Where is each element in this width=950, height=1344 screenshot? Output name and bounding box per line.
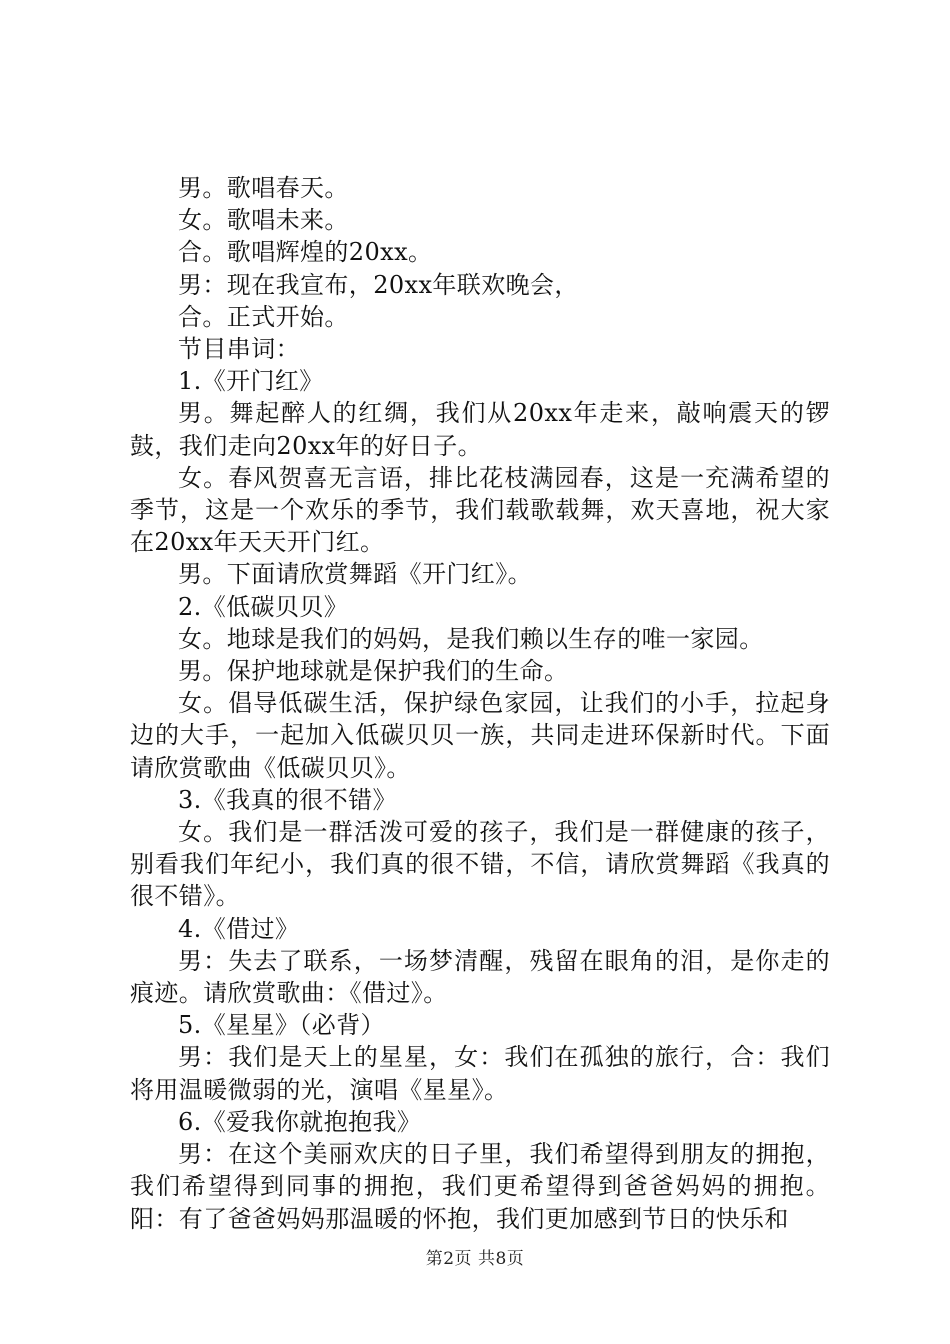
paragraph: 男：在这个美丽欢庆的日子里，我们希望得到朋友的拥抱，我们希望得到同事的拥抱，我们更希望得到爸爸妈妈的拥抱。阳：有了爸爸妈妈那温暖的怀抱，我们更加感到节日的快乐和: [130, 1140, 830, 1233]
paragraph: 男。舞起醉人的红绸，我们从20xx年走来，敲响震天的锣鼓，我们走向20xx年的好日子。: [130, 399, 830, 460]
paragraph: 女。我们是一群活泼可爱的孩子，我们是一群健康的孩子，别看我们年纪小，我们真的很不错，不信，请欣赏舞蹈《我真的很不错》。: [130, 818, 830, 911]
paragraph: 男。保护地球就是保护我们的生命。: [178, 657, 569, 686]
paragraph: 男：现在我宣布，20xx年联欢晚会，: [178, 270, 579, 299]
section-heading: 节目串词：: [178, 335, 300, 364]
paragraph: 合。歌唱辉煌的20xx。: [178, 238, 433, 267]
paragraph: 男。歌唱春天。: [178, 174, 349, 202]
paragraph: 女。歌唱未来。: [178, 206, 349, 235]
program-title: 1.《开门红》: [178, 367, 324, 396]
paragraph: 女。春风贺喜无言语，排比花枝满园春，这是一充满希望的季节，这是一个欢乐的季节，我们载歌载舞，欢天喜地，祝大家在20xx年天天开门红。: [130, 463, 830, 557]
page-footer: 第2页 共8页: [425, 1249, 525, 1269]
document-body: [130, 172, 830, 1235]
program-title: 3.《我真的很不错》: [178, 785, 397, 814]
program-title: 2.《低碳贝贝》: [178, 592, 349, 621]
paragraph: 合。正式开始。: [178, 302, 349, 331]
paragraph: 男：失去了联系，一场梦清醒，残留在眼角的泪，是你走的痕迹。请欣赏歌曲：《借过》。: [130, 946, 830, 1008]
paragraph: 女。倡导低碳生活，保护绿色家园，让我们的小手，拉起身边的大手，一起加入低碳贝贝一族，共同走进环保新时代。下面请欣赏歌曲《低碳贝贝》。: [130, 689, 830, 782]
program-title: 5.《星星》（必背）: [178, 1011, 385, 1040]
paragraph: 男。下面请欣赏舞蹈《开门红》。: [178, 560, 532, 589]
program-title: 6.《爱我你就抱抱我》: [178, 1107, 422, 1136]
paragraph: 女。地球是我们的妈妈，是我们赖以生存的唯一家园。: [178, 624, 764, 653]
program-title: 4.《借过》: [178, 914, 300, 943]
paragraph: 男：我们是天上的星星，女：我们在孤独的旅行，合：我们将用温暖微弱的光，演唱《星星》。: [130, 1043, 830, 1104]
